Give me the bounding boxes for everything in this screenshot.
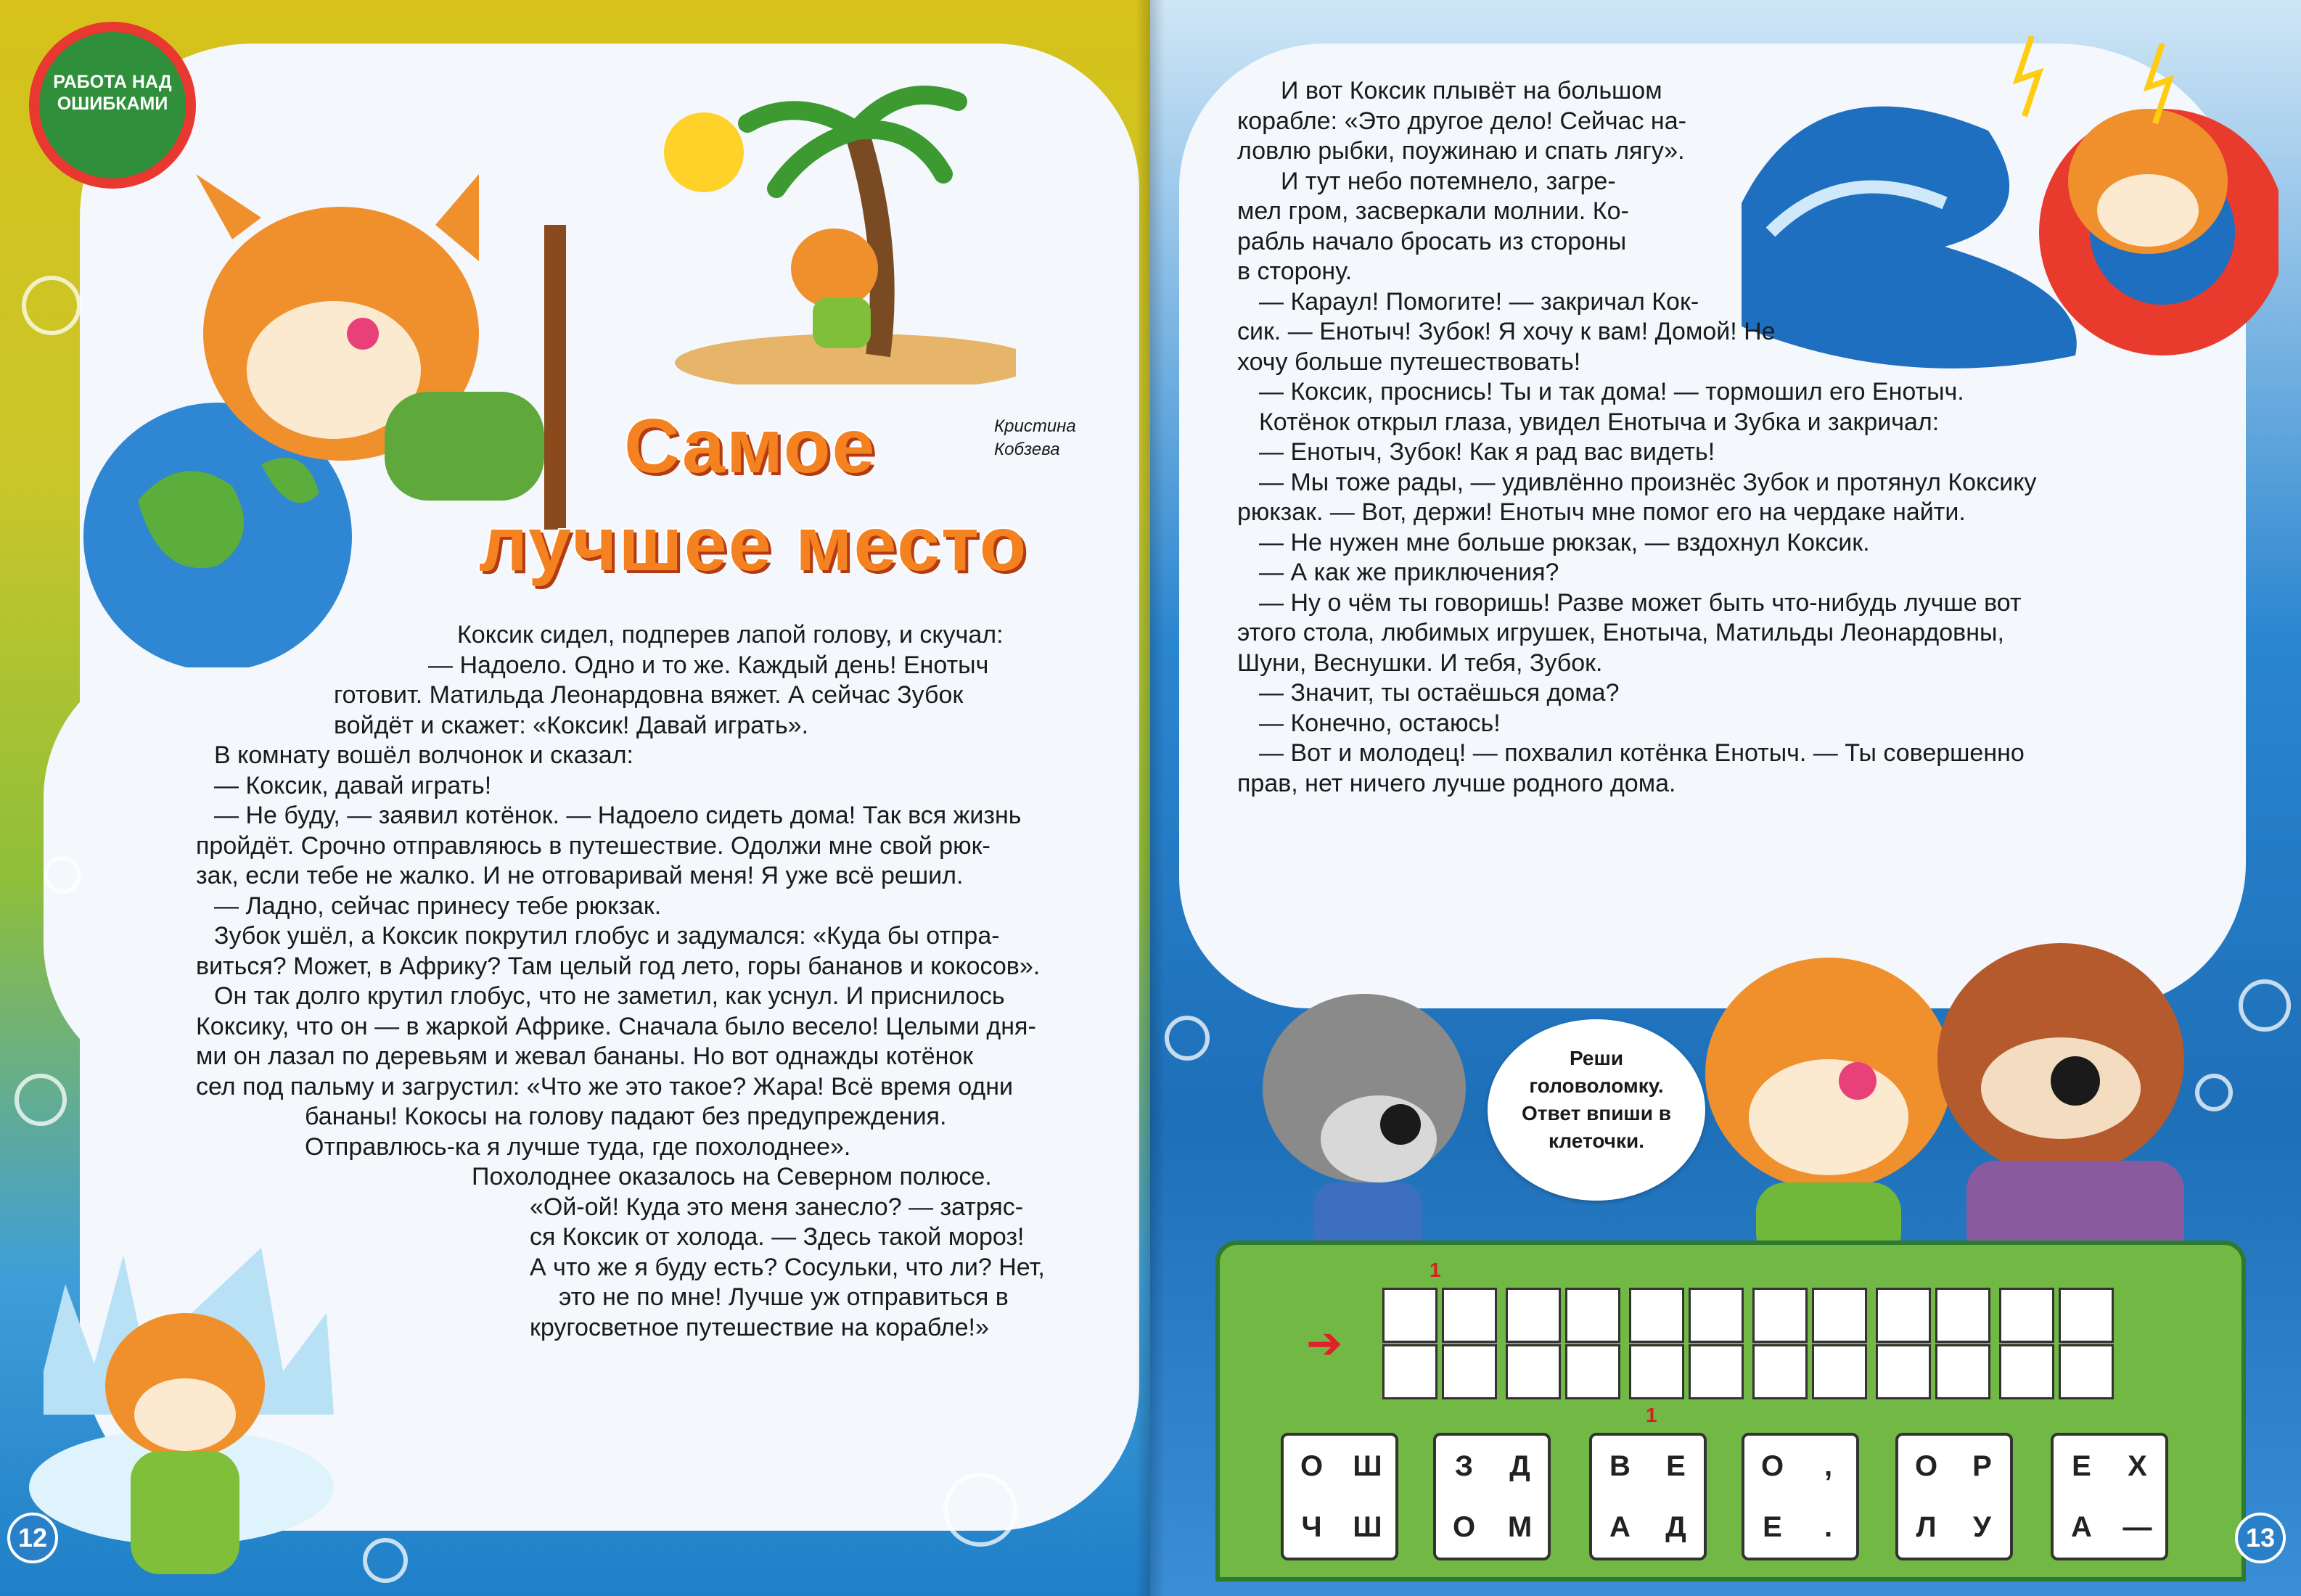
author-last-name: Кобзева (994, 440, 1060, 459)
answer-cell[interactable] (1999, 1344, 2054, 1399)
tile-letter: . (1824, 1510, 1833, 1543)
tile-letter: Д (1665, 1510, 1686, 1543)
story-line: сел под пальму и загрустил: «Что же это такое? Жара! Всё время одни (196, 1072, 1013, 1101)
answer-cell[interactable] (1876, 1344, 1931, 1399)
answer-cell[interactable] (1629, 1344, 1684, 1399)
tile-letter: О (1914, 1449, 1938, 1482)
bubble-decor (363, 1538, 408, 1583)
story-line: Он так долго крутил глобус, что не заметил, как уснул. И приснилось (214, 982, 1005, 1010)
story-line: И вот Коксик плывёт на большом (1281, 77, 1662, 104)
puzzle-tile (1433, 1433, 1551, 1560)
bubble-decor (44, 856, 81, 894)
story-line: Шуни, Веснушки. И тебя, Зубок. (1237, 649, 1603, 677)
story-line: Котёнок открыл глаза, увидел Енотыча и Зубка и закричал: (1259, 408, 1940, 436)
answer-cell[interactable] (1382, 1288, 1437, 1343)
story-line: ми он лазал по деревьям и жевал бананы. Но вот однажды котёнок (196, 1042, 974, 1070)
tile-letter: У (1973, 1510, 1991, 1543)
characters-illustration (1234, 921, 2235, 1262)
story-line: сик. — Енотыч! Зубок! Я хочу к вам! Домой! Не (1237, 318, 1776, 345)
story-line: Коксику, что он — в жаркой Африке. Сначала было весело! Целыми дня- (196, 1012, 1036, 1040)
speech-bubble-text: Реши головоломку. Ответ впиши в клеточки. (1522, 1047, 1671, 1152)
story-title-line1: Самое (624, 403, 877, 489)
story-line: Зубок ушёл, а Коксик покрутил глобус и задумался: «Куда бы отпра- (214, 922, 1000, 950)
story-line: — Надоело. Одно и то же. Каждый день! Енотыч (428, 651, 989, 679)
answer-cell[interactable] (1752, 1344, 1808, 1399)
bubble-decor (15, 1074, 67, 1126)
page-number-right: 13 (2235, 1513, 2286, 1563)
author-first-name: Кристина (994, 416, 1076, 436)
tile-letter: Ш (1353, 1510, 1382, 1543)
story-line: — Вот и молодец! — похвалил котёнка Енотыч. — Ты совершенно (1259, 739, 2025, 767)
answer-cell[interactable] (1876, 1288, 1931, 1343)
story-line: А что же я буду есть? Сосульки, что ли? Нет, (530, 1253, 1045, 1281)
story-title-line2: лучшее место (479, 501, 1028, 587)
story-line: — Коксик, проснись! Ты и так дома! — тормошил его Енотыч. (1259, 378, 1964, 406)
answer-cell[interactable] (2059, 1288, 2114, 1343)
answer-cell[interactable] (1565, 1344, 1620, 1399)
tile-letter: Ч (1301, 1510, 1322, 1543)
bubble-decor (943, 1473, 1017, 1547)
tile-letter: О (1760, 1449, 1784, 1482)
answer-cell[interactable] (1999, 1288, 2054, 1343)
answer-cell[interactable] (1629, 1288, 1684, 1343)
tile-letter: Д (1509, 1449, 1530, 1482)
story-line: ся Коксик от холода. — Здесь такой мороз! (530, 1223, 1025, 1251)
puzzle-tile (1589, 1433, 1707, 1560)
puzzle-tile (1742, 1433, 1859, 1560)
answer-cell[interactable] (1752, 1288, 1808, 1343)
bubble-decor (1165, 1016, 1210, 1061)
story-line: зак, если тебе не жалко. И не отговаривай меня! Я уже всё решил. (196, 862, 964, 889)
story-line: бананы! Кокосы на голову падают без предупреждения. (305, 1103, 947, 1130)
story-line: — Караул! Помогите! — закричал Кок- (1259, 287, 1699, 316)
story-line: виться? Может, в Африку? Там целый год лето, горы бананов и кокосов». (196, 952, 1041, 980)
answer-cell[interactable] (1935, 1288, 1990, 1343)
tile-letter: О (1452, 1510, 1476, 1543)
story-line: готовит. Матильда Леонардовна вяжет. А сейчас Зубок (334, 681, 964, 709)
tile-letter: В (1609, 1449, 1631, 1482)
left-story-text (196, 620, 1088, 1343)
story-line: Коксик сидел, подперев лапой голову, и скучал: (457, 621, 1004, 649)
cat-globe-illustration (73, 160, 624, 667)
tile-marker: 1 (1646, 1404, 1657, 1426)
story-line: рабль начало бросать из стороны (1237, 227, 1627, 255)
section-badge (15, 15, 232, 189)
story-line: — Енотыч, Зубок! Как я рад вас видеть! (1259, 438, 1715, 466)
story-line: хочу больше путешествовать! (1237, 347, 1581, 376)
story-line: ловлю рыбки, поужинаю и спать лягу». (1237, 137, 1685, 165)
story-line: это не по мне! Лучше уж отправиться в (559, 1283, 1009, 1311)
story-line: мел гром, засверкали молнии. Ко- (1237, 197, 1629, 225)
story-line: — Не буду, — заявил котёнок. — Надоело сидеть дома! Так вся жизнь (214, 802, 1022, 829)
answer-cell[interactable] (1442, 1344, 1497, 1399)
page-number-left: 12 (7, 1513, 58, 1563)
arrow-right-icon: ➔ (1306, 1319, 1343, 1367)
tile-letter: М (1507, 1510, 1533, 1543)
tile-letter: А (1609, 1510, 1631, 1543)
answer-cell[interactable] (1812, 1344, 1867, 1399)
puzzle-tile (1281, 1433, 1398, 1560)
tile-letter: З (1454, 1449, 1474, 1482)
story-line: войдёт и скажет: «Коксик! Давай играть». (334, 711, 809, 739)
story-line: этого стола, любимых игрушек, Енотыча, Матильды Леонардовны, (1237, 619, 2004, 646)
tile-letter: Р (1972, 1449, 1992, 1482)
answer-cell[interactable] (1812, 1288, 1867, 1343)
answer-cell[interactable] (1565, 1288, 1620, 1343)
answer-cell[interactable] (1935, 1344, 1990, 1399)
answer-cell[interactable] (1689, 1288, 1744, 1343)
palm-tree-illustration (639, 65, 1016, 384)
badge-label: РАБОТА НАД ОШИБКАМИ (53, 72, 172, 114)
story-line: — Не нужен мне больше рюкзак, — вздохнул Коксик. (1259, 528, 1870, 556)
tile-letter: Х (2128, 1449, 2147, 1482)
story-line: — Значит, ты остаёшься дома? (1259, 679, 1620, 707)
story-line: Похолоднее оказалось на Северном полюсе. (472, 1163, 992, 1190)
answer-start-marker: 1 (1430, 1259, 1441, 1281)
tile-letter: Е (2072, 1449, 2091, 1482)
story-line: В комнату вошёл волчонок и сказал: (214, 741, 633, 769)
story-line: прав, нет ничего лучше родного дома. (1237, 769, 1676, 797)
story-line: кругосветное путешествие на корабле!» (530, 1313, 989, 1341)
story-line: пройдёт. Срочно отправляюсь в путешествие. Одолжи мне свой рюк- (196, 831, 990, 860)
story-line: — Конечно, остаюсь! (1259, 709, 1501, 737)
answer-cell[interactable] (2059, 1344, 2114, 1399)
tile-letter: Е (1666, 1449, 1686, 1482)
answer-cell[interactable] (1506, 1288, 1561, 1343)
story-line: — Ну о чём ты говоришь! Разве может быть что-нибудь лучше вот (1259, 588, 2022, 617)
puzzle-tile (2051, 1433, 2168, 1560)
story-line: — Коксик, давай играть! (214, 771, 492, 799)
tile-letter: А (2071, 1510, 2092, 1543)
answer-cell[interactable] (1506, 1344, 1561, 1399)
right-story-text (1237, 76, 2224, 799)
tile-letter: Ш (1353, 1449, 1382, 1482)
page-gutter (1136, 0, 1165, 1596)
story-line: — А как же приключения? (1259, 559, 1559, 586)
answer-cell[interactable] (1689, 1344, 1744, 1399)
story-line: корабле: «Это другое дело! Сейчас на- (1237, 107, 1686, 135)
story-line: Отправлюсь-ка я лучше туда, где похолоднее». (305, 1132, 851, 1161)
tile-letter: Л (1916, 1510, 1937, 1543)
tile-letter: , (1824, 1449, 1833, 1482)
answer-cell[interactable] (1382, 1344, 1437, 1399)
bubble-decor (2239, 979, 2291, 1032)
tile-letter: Е (1763, 1510, 1782, 1543)
story-line: — Ладно, сейчас принесу тебе рюкзак. (214, 892, 662, 920)
puzzle-tile (1895, 1433, 2013, 1560)
story-line: рюкзак. — Вот, держи! Енотыч мне помог его на чердаке найти. (1237, 498, 1966, 526)
story-line: — Мы тоже рады, — удивлённо произнёс Зубок и протянул Коксику (1259, 468, 2037, 496)
answer-cell[interactable] (1442, 1288, 1497, 1343)
tile-letter: О (1300, 1449, 1324, 1482)
story-line: «Ой-ой! Куда это меня занесло? — затряс- (530, 1193, 1024, 1221)
author (994, 415, 1076, 461)
tile-letter: — (2122, 1510, 2152, 1543)
story-line: в сторону. (1237, 258, 1353, 285)
story-line: И тут небо потемнело, загре- (1281, 167, 1616, 195)
